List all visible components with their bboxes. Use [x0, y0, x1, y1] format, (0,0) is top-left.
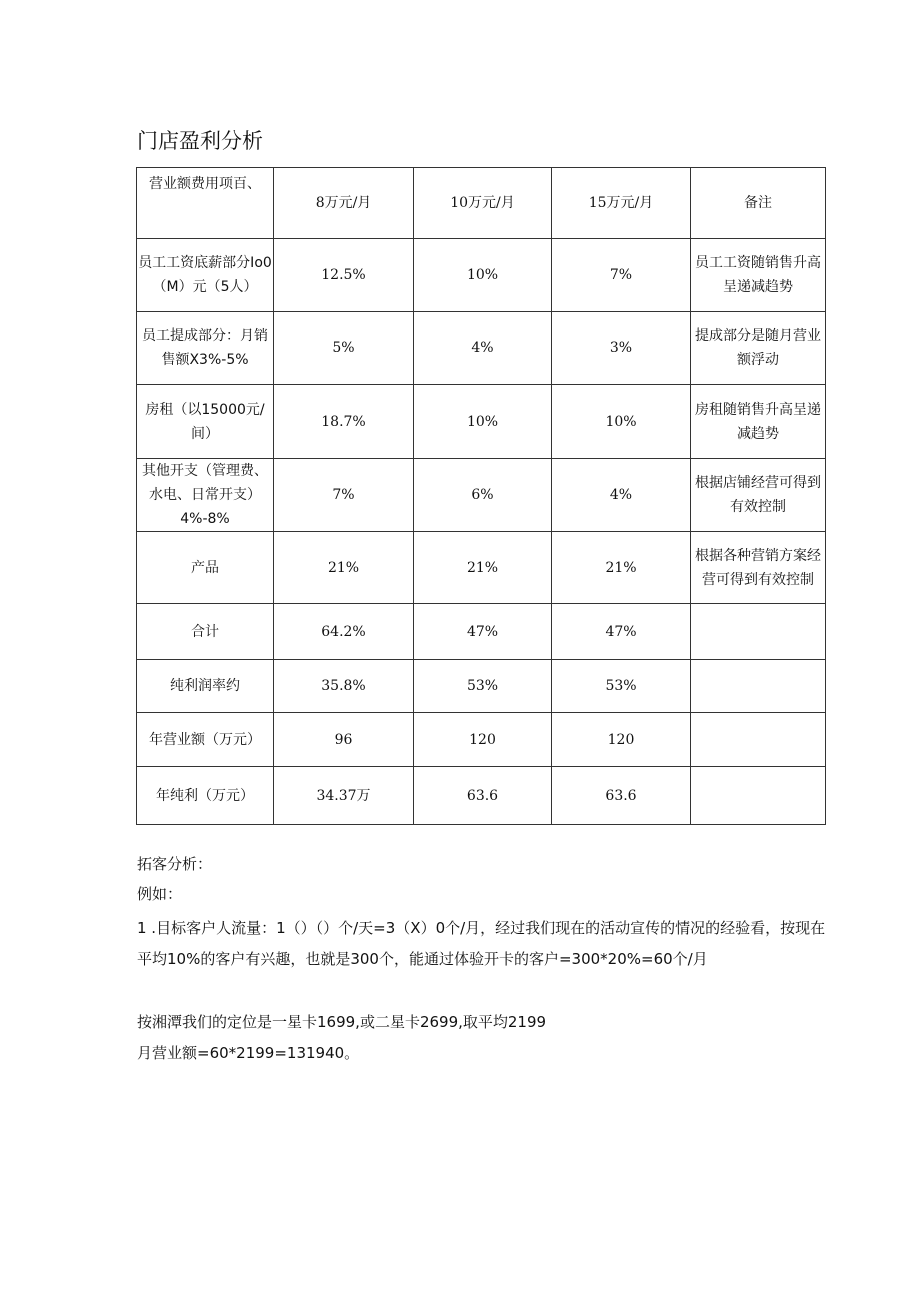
table-row	[137, 385, 826, 459]
row-value-10: 6%	[414, 459, 552, 532]
example-label: 例如：	[137, 885, 183, 903]
row-note: 根据店铺经营可得到有效控制	[691, 459, 826, 532]
row-label: 纯利润率约	[137, 660, 274, 713]
row-value-15: 21%	[552, 532, 691, 604]
row-label: 其他开支（管理费、水电、日常开支）4%-8%	[137, 459, 274, 532]
row-value-10: 53%	[414, 660, 552, 713]
row-label: 房租（以15000元/间）	[137, 385, 274, 459]
row-label: 年纯利（万元）	[137, 767, 274, 825]
row-label: 员工提成部分：月销售额X3%-5%	[137, 312, 274, 385]
row-value-10: 47%	[414, 604, 552, 660]
row-value-15: 53%	[552, 660, 691, 713]
header-col-10: 10万元/月	[414, 168, 552, 239]
header-col-15: 15万元/月	[552, 168, 691, 239]
row-label: 合计	[137, 604, 274, 660]
table-row	[137, 767, 826, 825]
row-value-8: 18.7%	[274, 385, 414, 459]
row-value-8: 35.8%	[274, 660, 414, 713]
table-row	[137, 660, 826, 713]
row-value-15: 120	[552, 713, 691, 767]
row-note: 员工工资随销售升高呈递减趋势	[691, 239, 826, 312]
row-value-10: 21%	[414, 532, 552, 604]
row-label: 产品	[137, 532, 274, 604]
header-note: 备注	[691, 168, 826, 239]
pricing-line: 按湘潭我们的定位是一星卡1699,或二星卡2699,取平均2199	[137, 1013, 547, 1031]
monthly-revenue-line: 月营业额=60*2199=131940。	[137, 1044, 360, 1062]
profit-table	[136, 167, 826, 825]
row-label: 年营业额（万元）	[137, 713, 274, 767]
page-title: 门店盈利分析	[137, 129, 263, 153]
header-item: 营业额费用项百、	[137, 168, 274, 239]
table-header-row	[137, 168, 826, 239]
row-value-10: 63.6	[414, 767, 552, 825]
row-value-8: 21%	[274, 532, 414, 604]
table-row	[137, 532, 826, 604]
row-value-8: 7%	[274, 459, 414, 532]
row-value-15: 7%	[552, 239, 691, 312]
row-note: 根据各种营销方案经营可得到有效控制	[691, 532, 826, 604]
row-note	[691, 660, 826, 713]
row-value-8: 5%	[274, 312, 414, 385]
row-note	[691, 713, 826, 767]
table-row	[137, 239, 826, 312]
row-value-10: 4%	[414, 312, 552, 385]
row-note: 房租随销售升高呈递减趋势	[691, 385, 826, 459]
row-value-15: 47%	[552, 604, 691, 660]
row-value-8: 96	[274, 713, 414, 767]
table-row	[137, 604, 826, 660]
row-value-15: 4%	[552, 459, 691, 532]
row-value-8: 34.37万	[274, 767, 414, 825]
row-value-10: 120	[414, 713, 552, 767]
row-value-10: 10%	[414, 239, 552, 312]
row-note	[691, 767, 826, 825]
analysis-item-1: 1 .目标客户人流量：1（）（）个/天=3（X）0个/月，经过我们现在的活动宣传的情况的经验看，按现在平均10%的客户有兴趣，也就是300个，能通过体验开卡的客户=300*20%=60个/月	[137, 919, 826, 968]
row-value-15: 3%	[552, 312, 691, 385]
row-value-10: 10%	[414, 385, 552, 459]
table-row	[137, 713, 826, 767]
header-col-8: 8万元/月	[274, 168, 414, 239]
table-row	[137, 459, 826, 532]
row-label: 员工工资底薪部分Io0（M）元（5人）	[137, 239, 274, 312]
table-row	[137, 312, 826, 385]
analysis-heading: 拓客分析：	[137, 855, 213, 873]
row-value-8: 12.5%	[274, 239, 414, 312]
row-value-15: 63.6	[552, 767, 691, 825]
row-value-15: 10%	[552, 385, 691, 459]
row-note	[691, 604, 826, 660]
row-value-8: 64.2%	[274, 604, 414, 660]
row-note: 提成部分是随月营业额浮动	[691, 312, 826, 385]
